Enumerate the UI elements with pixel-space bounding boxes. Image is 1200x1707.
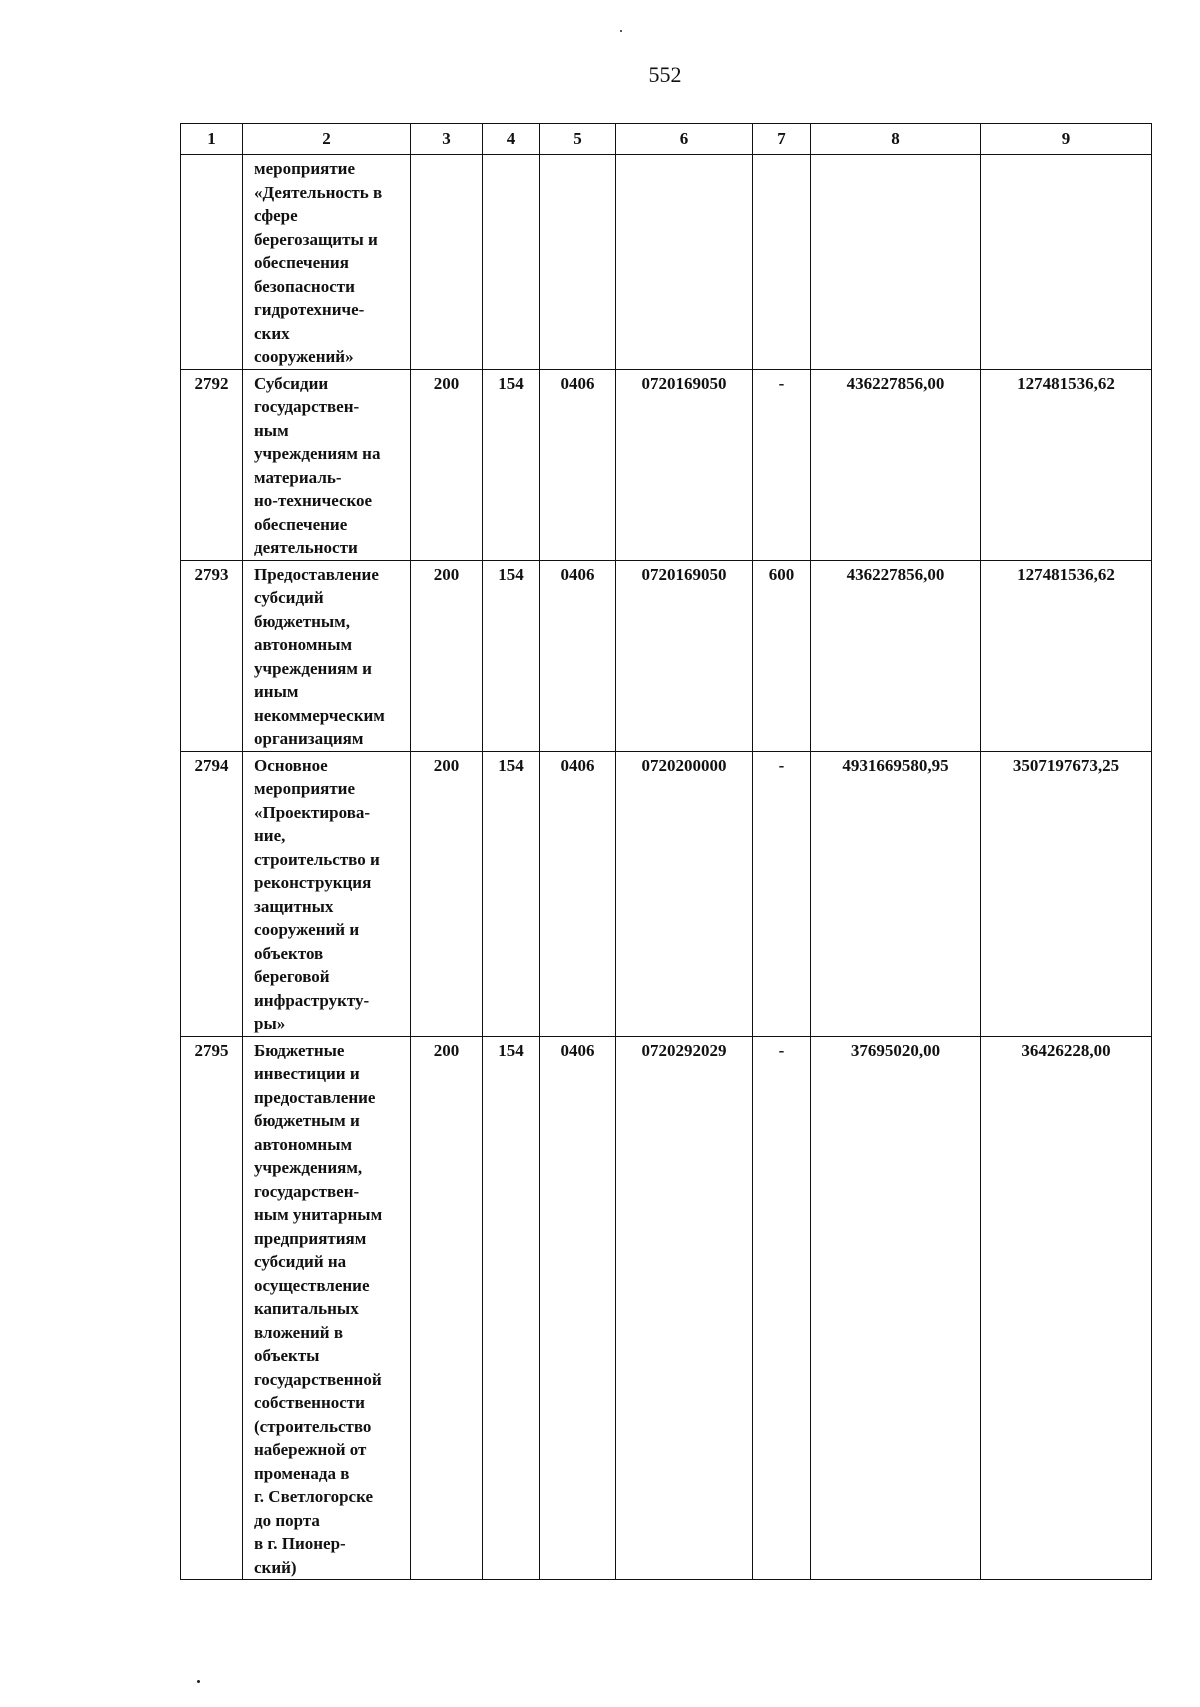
description-line: гидротехниче- — [254, 300, 365, 319]
header-cell: 4 — [483, 124, 540, 155]
page-number: 552 — [648, 62, 682, 87]
table-row — [181, 751, 1152, 1036]
description-line: бюджетным, — [254, 611, 351, 631]
table-cell-col8: 4931669580,95 — [811, 751, 981, 1036]
description-line: променада в — [254, 1463, 350, 1483]
table-cell-col1: 2793 — [181, 560, 243, 751]
description-line: сооружений и — [254, 920, 360, 939]
row-description — [243, 751, 411, 1036]
description-line: ры» — [254, 1014, 286, 1033]
description-line: «Деятельность в — [254, 182, 383, 202]
description-line: ние, — [254, 826, 286, 845]
header-cell: 5 — [540, 124, 616, 155]
scan-speck — [620, 30, 622, 32]
table-cell-col7: - — [753, 369, 811, 560]
description-line: г. Светлогорске — [254, 1487, 373, 1506]
description-line: собственности — [254, 1393, 365, 1412]
table-cell-col7 — [753, 155, 811, 370]
table-cell-col1 — [181, 155, 243, 370]
description-line: учреждениям, — [254, 1158, 363, 1177]
description-line: мероприятие — [254, 159, 356, 178]
description-line: некоммерческим — [254, 705, 385, 725]
description-line: материаль- — [254, 467, 342, 487]
table-cell-col1: 2792 — [181, 369, 243, 560]
description-line: береговой — [254, 967, 330, 986]
description-line: сфере — [254, 206, 298, 225]
table-cell-col8 — [811, 155, 981, 370]
table-cell-col3: 200 — [411, 1036, 483, 1580]
description-line: ным — [254, 420, 289, 440]
table-cell-col5: 0406 — [540, 1036, 616, 1580]
table-cell-col3: 200 — [411, 560, 483, 751]
description-line: осуществление — [254, 1275, 370, 1295]
table-row — [181, 369, 1152, 560]
description-line: объекты — [254, 1346, 320, 1365]
description-line: объектов — [254, 943, 324, 963]
table-cell-col5 — [540, 155, 616, 370]
table-cell-col6 — [616, 155, 753, 370]
table-cell-col8: 436227856,00 — [811, 369, 981, 560]
table-body — [181, 155, 1152, 1580]
table-cell-col4: 154 — [483, 560, 540, 751]
table-cell-col4: 154 — [483, 1036, 540, 1580]
description-line: обеспечения — [254, 253, 349, 272]
table-cell-col4: 154 — [483, 751, 540, 1036]
description-line: учреждениям и — [254, 658, 372, 678]
table-cell-col1: 2794 — [181, 751, 243, 1036]
table-cell-col6: 0720200000 — [616, 751, 753, 1036]
header-cell: 1 — [181, 124, 243, 155]
description-line: деятельности — [254, 538, 358, 557]
description-line: в г. Пионер- — [254, 1534, 346, 1553]
table-cell-col9 — [981, 155, 1152, 370]
description-line: ских — [254, 323, 290, 343]
table-cell-col3: 200 — [411, 369, 483, 560]
table-cell-col7: - — [753, 1036, 811, 1580]
table-cell-col6: 0720169050 — [616, 369, 753, 560]
description-line: государствен- — [254, 1181, 360, 1201]
table-cell-col8: 436227856,00 — [811, 560, 981, 751]
description-line: иным — [254, 682, 299, 701]
description-line: автономным — [254, 1134, 353, 1154]
description-line: Основное — [254, 755, 328, 775]
description-line: капитальных — [254, 1299, 359, 1318]
table-cell-col5: 0406 — [540, 369, 616, 560]
description-line: мероприятие — [254, 779, 356, 798]
description-line: набережной от — [254, 1440, 367, 1459]
description-line: сооружений» — [254, 347, 354, 366]
table-header — [181, 124, 1152, 155]
description-line: ский) — [254, 1557, 297, 1577]
header-cell: 8 — [811, 124, 981, 155]
description-line: Предоставление — [254, 564, 379, 584]
table-cell-col1: 2795 — [181, 1036, 243, 1580]
description-line: бюджетным и — [254, 1111, 360, 1130]
description-line: реконструкция — [254, 873, 372, 892]
description-line: Субсидии — [254, 373, 329, 393]
header-cell: 7 — [753, 124, 811, 155]
description-line: безопасности — [254, 276, 355, 296]
header-cell: 6 — [616, 124, 753, 155]
table-cell-col4: 154 — [483, 369, 540, 560]
description-line: инвестиции и — [254, 1064, 360, 1083]
table-cell-col7: - — [753, 751, 811, 1036]
table-cell-col4 — [483, 155, 540, 370]
description-line: (строительство — [254, 1416, 372, 1436]
description-line: берегозащиты и — [254, 229, 378, 249]
description-line: учреждениям на — [254, 444, 381, 463]
description-line: субсидий на — [254, 1252, 347, 1271]
description-line: организациям — [254, 729, 364, 748]
description-line: но-техническое — [254, 491, 373, 510]
description-line: ным унитарным — [254, 1205, 383, 1224]
header-cell: 9 — [981, 124, 1152, 155]
header-cell: 3 — [411, 124, 483, 155]
description-line: инфраструкту- — [254, 990, 370, 1010]
description-line: государственной — [254, 1369, 382, 1389]
description-line: «Проектирова- — [254, 802, 371, 822]
table-cell-col7: 600 — [753, 560, 811, 751]
header-row — [181, 124, 1152, 155]
header-cell: 2 — [243, 124, 411, 155]
description-line: субсидий — [254, 588, 324, 607]
row-description — [243, 1036, 411, 1580]
row-description — [243, 560, 411, 751]
table-cell-col5: 0406 — [540, 751, 616, 1036]
row-description — [243, 155, 411, 370]
description-line: вложений в — [254, 1322, 344, 1342]
scan-speck — [197, 1680, 200, 1683]
budget-table — [180, 123, 1152, 1580]
table-cell-col9: 3507197673,25 — [981, 751, 1152, 1036]
table-cell-col6: 0720292029 — [616, 1036, 753, 1580]
description-line: предоставление — [254, 1087, 376, 1107]
table-cell-col5: 0406 — [540, 560, 616, 751]
table-cell-col9: 127481536,62 — [981, 369, 1152, 560]
table-cell-col8: 37695020,00 — [811, 1036, 981, 1580]
description-line: защитных — [254, 896, 334, 916]
description-line: предприятиям — [254, 1228, 367, 1248]
table-cell-col6: 0720169050 — [616, 560, 753, 751]
table-row — [181, 560, 1152, 751]
description-line: государствен- — [254, 397, 360, 416]
row-description — [243, 369, 411, 560]
table-cell-col9: 36426228,00 — [981, 1036, 1152, 1580]
table-row — [181, 1036, 1152, 1580]
description-line: Бюджетные — [254, 1040, 345, 1060]
table-cell-col9: 127481536,62 — [981, 560, 1152, 751]
table-row — [181, 155, 1152, 370]
table-cell-col3: 200 — [411, 751, 483, 1036]
table-cell-col3 — [411, 155, 483, 370]
description-line: автономным — [254, 635, 353, 654]
description-line: обеспечение — [254, 514, 348, 534]
description-line: до порта — [254, 1510, 320, 1530]
description-line: строительство и — [254, 849, 380, 869]
